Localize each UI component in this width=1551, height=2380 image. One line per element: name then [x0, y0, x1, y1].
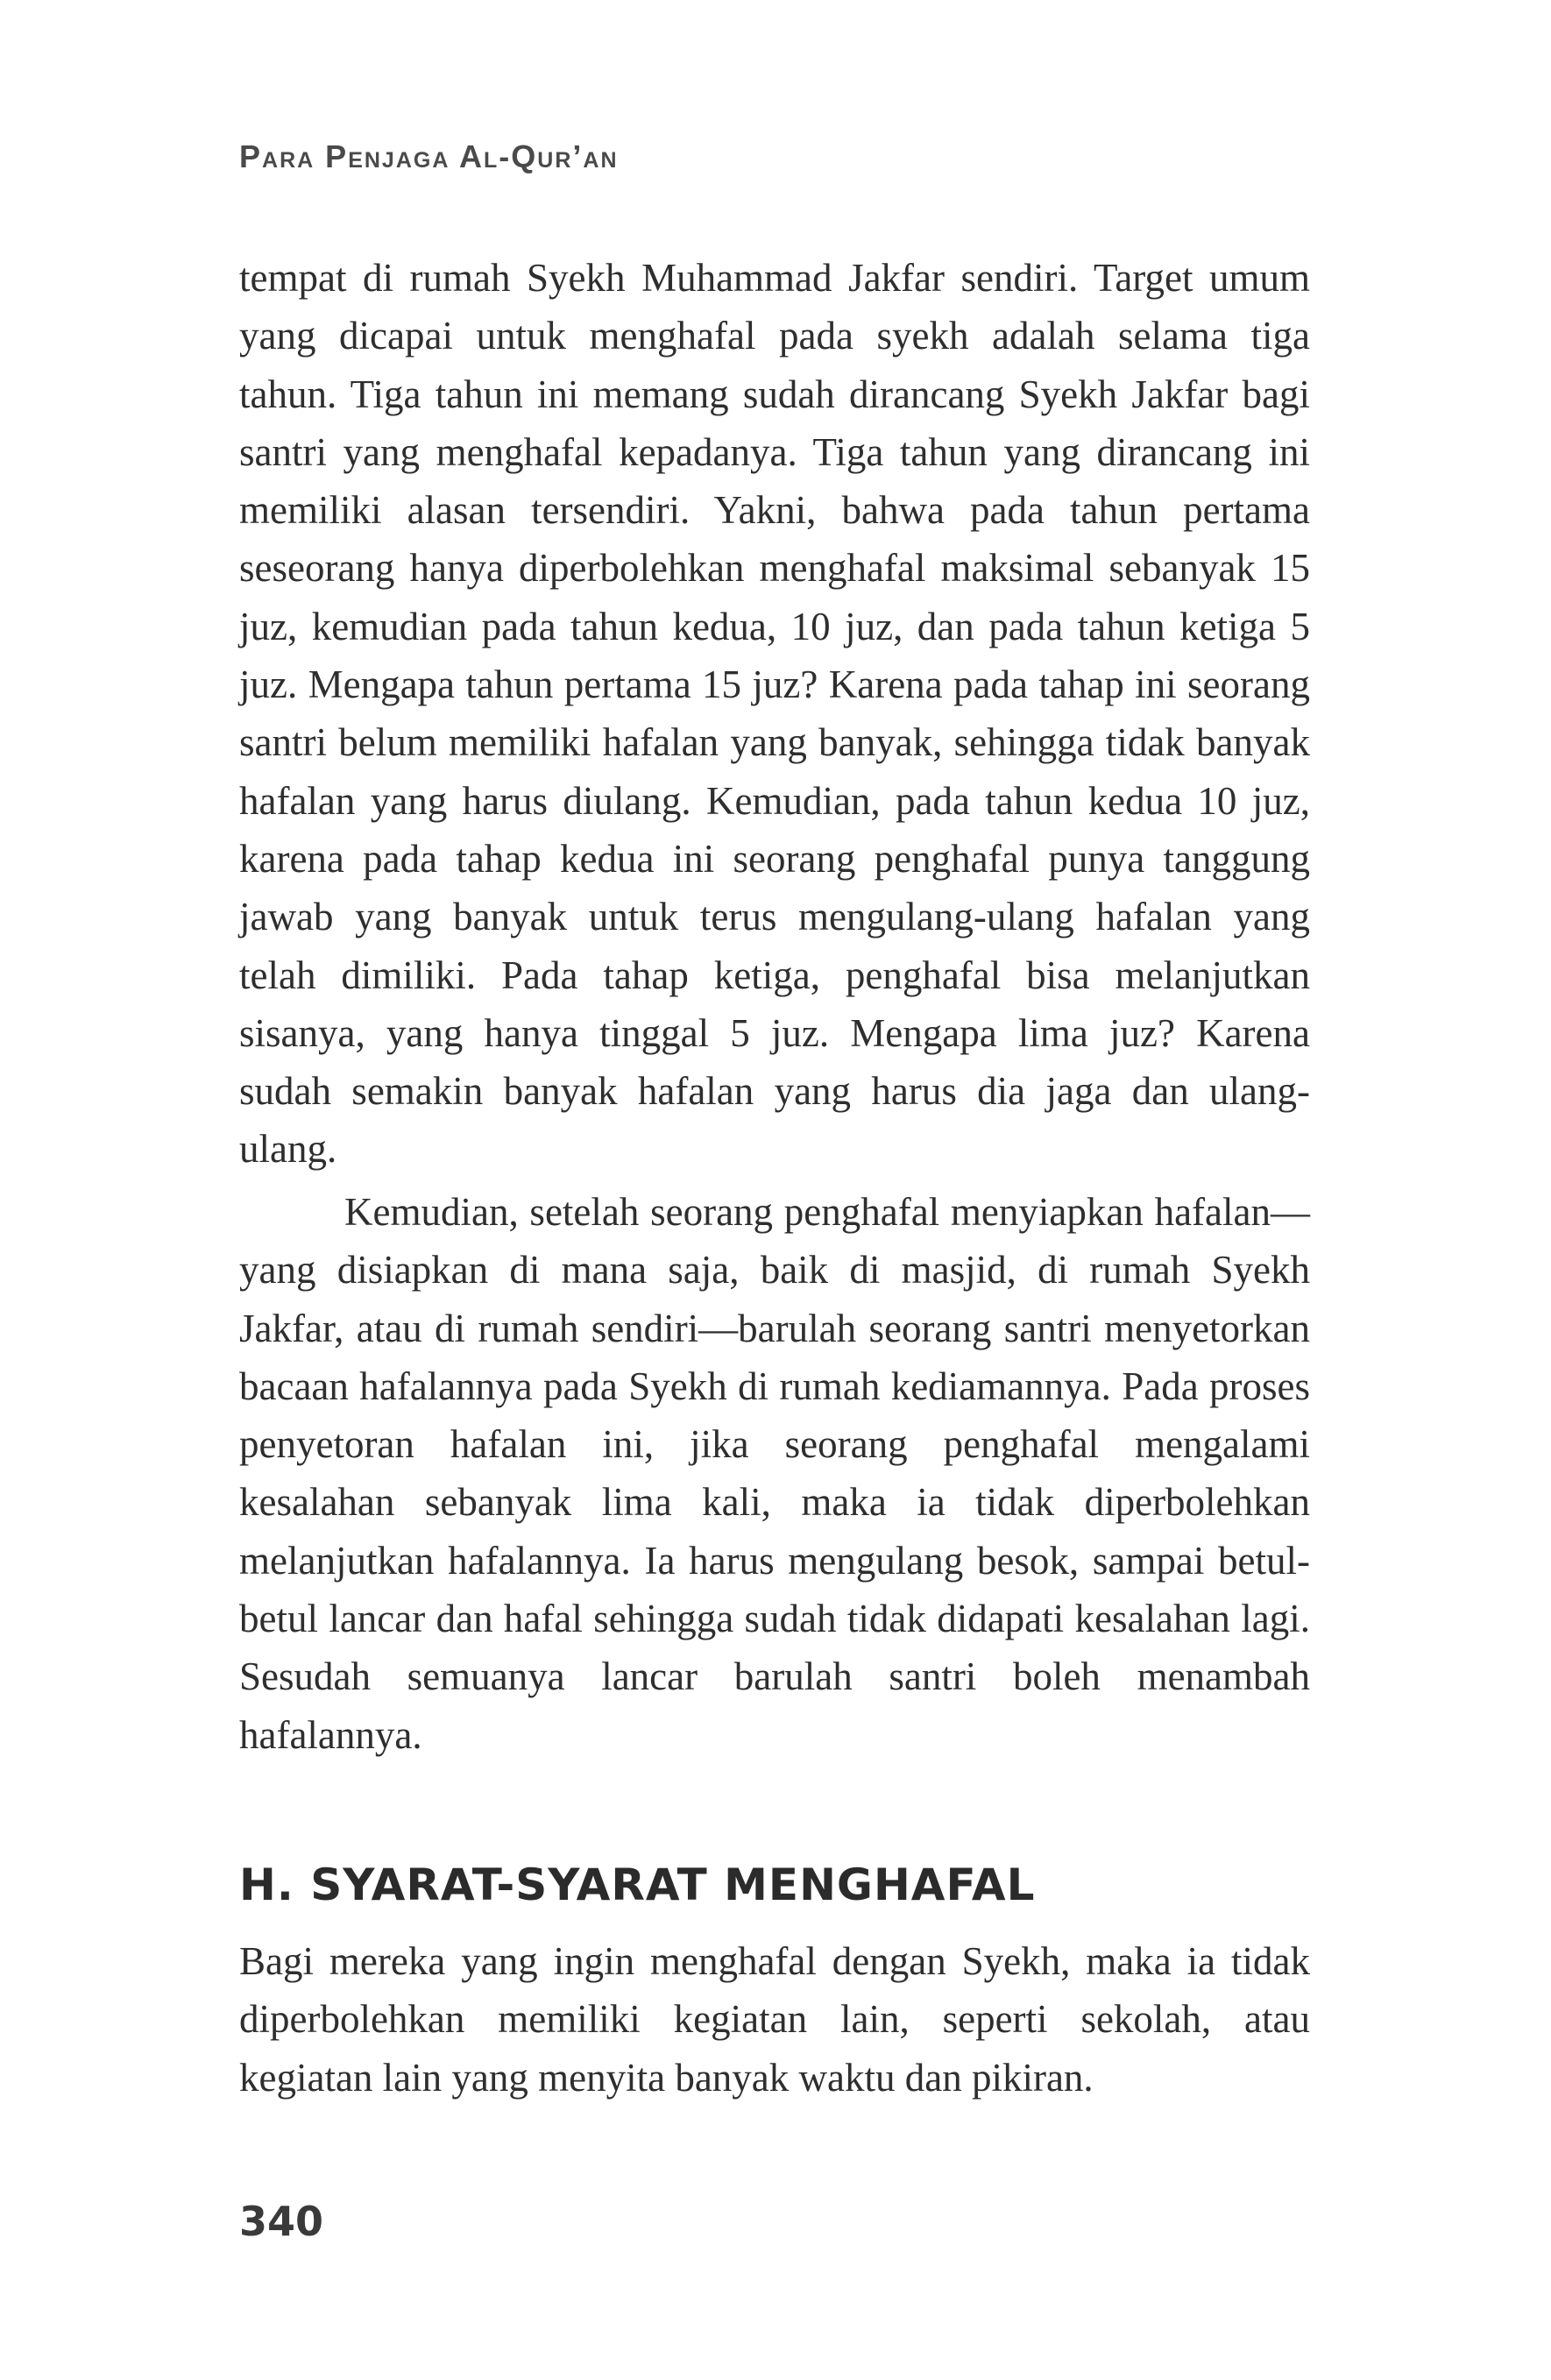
section-heading: H. SYARAT-SYARAT MENGHAFAL	[239, 1859, 1036, 1910]
page-number: 340	[239, 2198, 324, 2245]
paragraph-text: tempat di rumah Syekh Muhammad Jakfar sendiri. Target umum yang dicapai untuk menghafal pada syekh adalah selama tiga tahun. Tiga tahun ini memang sudah dirancang Syekh Jakfar bagi santri yang menghafal kepadanya. Tiga tahun yang dirancang ini memiliki alasan tersendiri. Yakni, bahwa pada tahun pertama seseorang hanya diperbolehkan menghafal maksimal sebanyak 15 juz, kemudian pada tahun kedua, 10 juz, dan pada tahun ketiga 5 juz. Mengapa tahun pertama 15 juz? Karena pada tahap ini seorang santri belum memiliki hafalan yang banyak, sehingga tidak banyak hafalan yang harus diulang. Kemudian, pada tahun kedua 10 juz, karena pada tahap kedua ini seorang penghafal punya tanggung jawab yang banyak untuk terus mengulang-ulang hafalan yang telah dimiliki. Pada tahap ketiga, penghafal bisa melanjutkan sisanya, yang hanya tinggal 5 juz. Mengapa lima juz? Karena sudah semakin banyak hafalan yang harus dia jaga dan ulang-ulang.	[239, 256, 1310, 1172]
paragraph-text: Kemudian, setelah seorang penghafal menyiapkan hafalan—yang disiapkan di mana saja, baik di masjid, di rumah Syekh Jakfar, atau di rumah sendiri—barulah seorang santri menyetorkan bacaan hafalannya pada Syekh di rumah kediamannya. Pada proses penyetoran hafalan ini, jika seorang penghafal mengalami kesalahan sebanyak lima kali, maka ia tidak diperbolehkan melanjutkan hafalannya. Ia harus mengulang besok, sampai betul-betul lancar dan hafal sehingga sudah tidak didapati kesalahan lagi. Sesudah semuanya lancar barulah santri boleh menambah hafalannya.	[239, 1190, 1310, 1757]
paragraph-text: Bagi mereka yang ingin menghafal dengan Syekh, maka ia tidak diperbolehkan memiliki kegiatan lain, seperti sekolah, atau kegiatan lain yang menyita banyak waktu dan pikiran.	[239, 1939, 1310, 2100]
running-head-title: Para Penjaga Al-Qur’an	[239, 138, 619, 174]
body-paragraph-1	[239, 249, 1310, 1179]
body-paragraph-2	[239, 1183, 1310, 1764]
section-paragraph	[239, 1932, 1310, 2107]
